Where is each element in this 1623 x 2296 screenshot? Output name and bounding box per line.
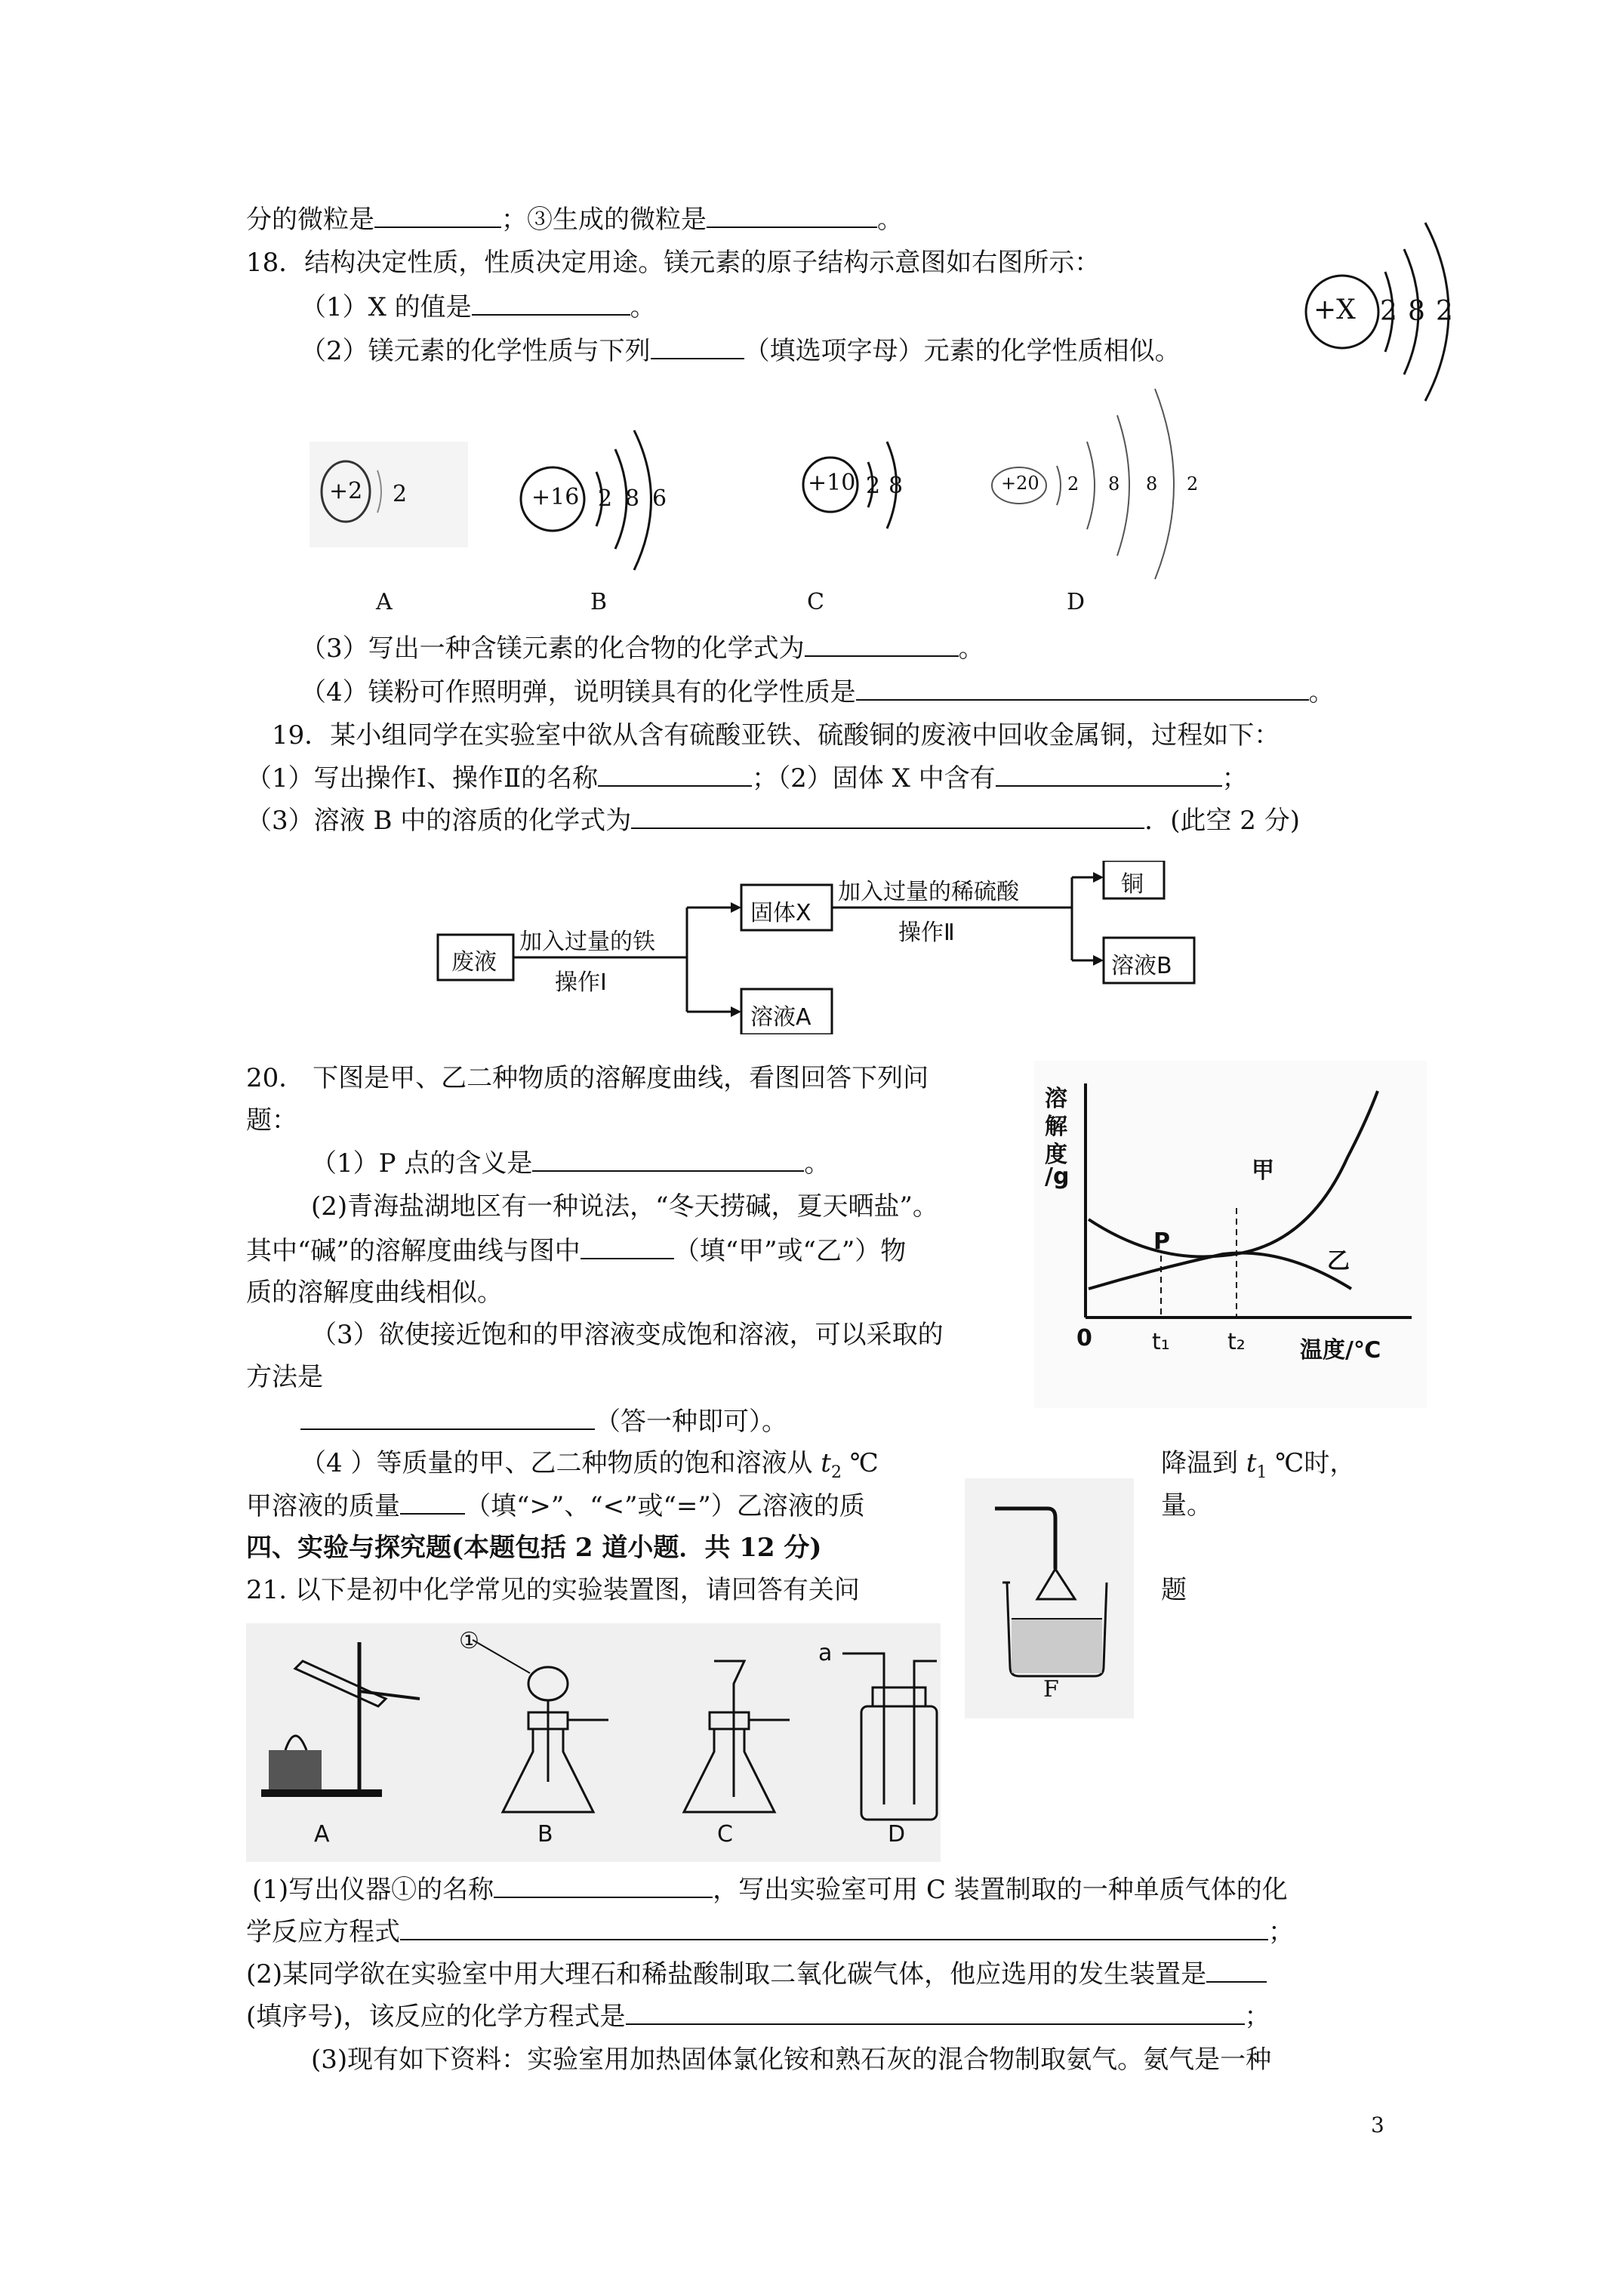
option-b-shell-3: 6 bbox=[652, 485, 667, 512]
text-line: (3)现有如下资料：实验室用加热固体氯化铵和熟石灰的混合物制取氨气。氨气是一种 bbox=[311, 2045, 1272, 2075]
text-line: 量。 bbox=[1161, 1490, 1212, 1521]
answer-blank[interactable] bbox=[805, 631, 959, 657]
answer-blank[interactable] bbox=[581, 1234, 674, 1259]
chart-tick-t1: t₁ bbox=[1152, 1329, 1170, 1355]
option-c-nucleus: +10 bbox=[808, 470, 856, 496]
text-line: 分的微粒是 ；③生成的微粒是 。 bbox=[246, 202, 903, 236]
chart-series-jia: 甲 bbox=[1252, 1157, 1274, 1184]
option-c-letter: C bbox=[807, 589, 824, 615]
chart-tick-t2: t₂ bbox=[1227, 1329, 1246, 1355]
text-line: (填序号)，该反应的化学方程式是 ； bbox=[246, 1999, 1270, 2033]
answer-blank[interactable] bbox=[494, 1872, 713, 1898]
flow-step1-top: 加入过量的铁 bbox=[519, 929, 655, 955]
answer-blank[interactable] bbox=[400, 1915, 1268, 1940]
apparatus-c-label: C bbox=[717, 1821, 733, 1848]
answer-blank[interactable] bbox=[856, 675, 1309, 701]
text-line: （2）镁元素的化学性质与下列 （填选项字母）元素的化学性质相似。 bbox=[300, 334, 1181, 368]
text-line: （1）P 点的含义是 。 bbox=[311, 1146, 830, 1180]
option-a-nucleus: +2 bbox=[329, 478, 363, 504]
option-b-nucleus: +16 bbox=[531, 484, 580, 510]
answer-blank[interactable] bbox=[1206, 1957, 1267, 1983]
text-line: （4 ）等质量的甲、乙二种物质的饱和溶液从 $t_2$ ℃ bbox=[300, 1448, 879, 1482]
option-d-nucleus: +20 bbox=[1001, 473, 1039, 494]
apparatus-f-label: F bbox=[1043, 1676, 1059, 1703]
answer-blank[interactable] bbox=[651, 334, 744, 359]
text-line: （4）镁粉可作照明弹，说明镁具有的化学性质是 。 bbox=[300, 675, 1335, 709]
option-a-letter: A bbox=[376, 589, 393, 615]
apparatus-d-label: D bbox=[888, 1821, 906, 1848]
text-line: (2)青海盐湖地区有一种说法，“冬天捞碱，夏天晒盐”。 bbox=[311, 1191, 938, 1222]
apparatus-a-d bbox=[246, 1623, 941, 1862]
apparatus-f bbox=[965, 1478, 1134, 1718]
option-d-atom bbox=[981, 381, 1238, 585]
answer-blank[interactable] bbox=[374, 202, 501, 228]
chart-xlabel: 温度/℃ bbox=[1300, 1337, 1381, 1364]
text-line: （答一种即可）。 bbox=[300, 1404, 787, 1438]
flow-solution-a: 溶液A bbox=[750, 1004, 812, 1031]
flow-solid-x: 固体X bbox=[750, 900, 812, 926]
flow-step2-top: 加入过量的稀硫酸 bbox=[838, 879, 1019, 905]
text-line: 题： bbox=[246, 1105, 297, 1136]
option-b-shell-1: 2 bbox=[598, 485, 613, 512]
answer-blank[interactable] bbox=[598, 761, 752, 787]
text-line: 降温到 $t_1$ ℃时， bbox=[1161, 1448, 1356, 1482]
answer-blank[interactable] bbox=[996, 761, 1222, 787]
answer-blank[interactable] bbox=[707, 202, 877, 228]
text-line: (2)某同学欲在实验室中用大理石和稀盐酸制取二氧化碳气体，他应选用的发生装置是 bbox=[246, 1957, 1267, 1991]
text-line: 题 bbox=[1161, 1575, 1187, 1605]
section-heading: 四、实验与探究题(本题包括 2 道小题．共 12 分) bbox=[246, 1533, 822, 1563]
text-line: （3）溶液 B 中的溶质的化学式为 ．(此空 2 分) bbox=[246, 803, 1300, 837]
text-line: （1）写出操作Ⅰ、操作Ⅱ的名称 ；（2）固体 X 中含有 ； bbox=[246, 761, 1248, 795]
question-20: 20． 下图是甲、乙二种物质的溶解度曲线，看图回答下列问 bbox=[246, 1063, 929, 1093]
chart-series-yi: 乙 bbox=[1327, 1248, 1350, 1274]
question-18: 18．结构决定性质，性质决定用途。镁元素的原子结构示意图如右图所示： bbox=[246, 248, 1101, 278]
flow-step2-bottom: 操作Ⅱ bbox=[898, 920, 955, 946]
text-line: （3）写出一种含镁元素的化合物的化学式为 。 bbox=[300, 631, 984, 665]
flow-copper: 铜 bbox=[1121, 871, 1144, 898]
option-d-shell-1: 2 bbox=[1067, 473, 1079, 495]
option-b-atom bbox=[513, 427, 687, 578]
solubility-chart bbox=[1034, 1061, 1427, 1408]
copper-recovery-flowchart bbox=[430, 861, 1208, 1034]
option-a-atom bbox=[310, 442, 476, 555]
option-c-shell-1: 2 bbox=[866, 473, 881, 499]
apparatus-b-label: B bbox=[537, 1821, 553, 1848]
option-b-shell-2: 8 bbox=[625, 485, 640, 512]
page-number: 3 bbox=[1371, 2113, 1384, 2137]
chart-point-p: P bbox=[1153, 1228, 1170, 1255]
apparatus-marker: ① bbox=[459, 1628, 479, 1654]
mg-nucleus: +X bbox=[1313, 294, 1356, 325]
answer-blank[interactable] bbox=[400, 1489, 465, 1515]
option-c-atom bbox=[785, 430, 936, 544]
text-line: （1）X 的值是 。 bbox=[300, 290, 656, 324]
answer-blank[interactable] bbox=[472, 290, 630, 316]
option-d-shell-4: 2 bbox=[1187, 473, 1199, 495]
mg-shell-1: 2 bbox=[1380, 296, 1397, 327]
option-c-shell-2: 8 bbox=[888, 473, 904, 499]
text-line: 其中“碱”的溶解度曲线与图中 （填“甲”或“乙”）物 bbox=[246, 1234, 906, 1268]
chart-ylabel-2: 解 bbox=[1045, 1114, 1067, 1140]
option-d-shell-3: 8 bbox=[1146, 473, 1158, 495]
mg-shell-2: 8 bbox=[1408, 296, 1425, 327]
answer-blank[interactable] bbox=[631, 803, 1144, 829]
answer-blank[interactable] bbox=[532, 1146, 804, 1172]
question-19: 19．某小组同学在实验室中欲从含有硫酸亚铁、硫酸铜的废液中回收金属铜，过程如下： bbox=[272, 720, 1280, 750]
option-a-shell: 2 bbox=[393, 481, 408, 507]
option-d-shell-2: 8 bbox=[1108, 473, 1120, 495]
apparatus-port-a: a bbox=[818, 1640, 833, 1666]
option-d-letter: D bbox=[1067, 589, 1086, 615]
chart-ylabel-4: /g bbox=[1045, 1163, 1070, 1190]
text-line: 方法是 bbox=[246, 1362, 323, 1392]
question-21: 21. 以下是初中化学常见的实验装置图，请回答有关问 bbox=[246, 1575, 860, 1605]
mg-shell-3: 2 bbox=[1436, 296, 1453, 327]
chart-origin: 0 bbox=[1076, 1325, 1092, 1351]
apparatus-a-label: A bbox=[314, 1821, 330, 1848]
text-line: （3）欲使接近饱和的甲溶液变成饱和溶液，可以采取的 bbox=[311, 1320, 944, 1350]
text-line: 甲溶液的质量 （填“>”、“<”或“=”）乙溶液的质 bbox=[246, 1489, 865, 1523]
answer-blank[interactable] bbox=[626, 1999, 1245, 2025]
flow-solution-b: 溶液B bbox=[1111, 953, 1172, 979]
chart-ylabel-3: 度 bbox=[1045, 1142, 1067, 1168]
chart-ylabel-1: 溶 bbox=[1045, 1086, 1067, 1112]
flow-waste: 废液 bbox=[451, 949, 497, 975]
text-line: 学反应方程式 ； bbox=[246, 1915, 1294, 1949]
answer-blank[interactable] bbox=[300, 1404, 595, 1430]
option-b-letter: B bbox=[590, 589, 608, 615]
flow-step1-bottom: 操作Ⅰ bbox=[555, 969, 607, 996]
text-line: (1)写出仪器①的名称 ，写出实验室可用 C 装置制取的一种单质气体的化 bbox=[252, 1872, 1288, 1906]
text-line: 质的溶解度曲线相似。 bbox=[246, 1277, 503, 1308]
mg-atom-diagram bbox=[1291, 215, 1472, 449]
